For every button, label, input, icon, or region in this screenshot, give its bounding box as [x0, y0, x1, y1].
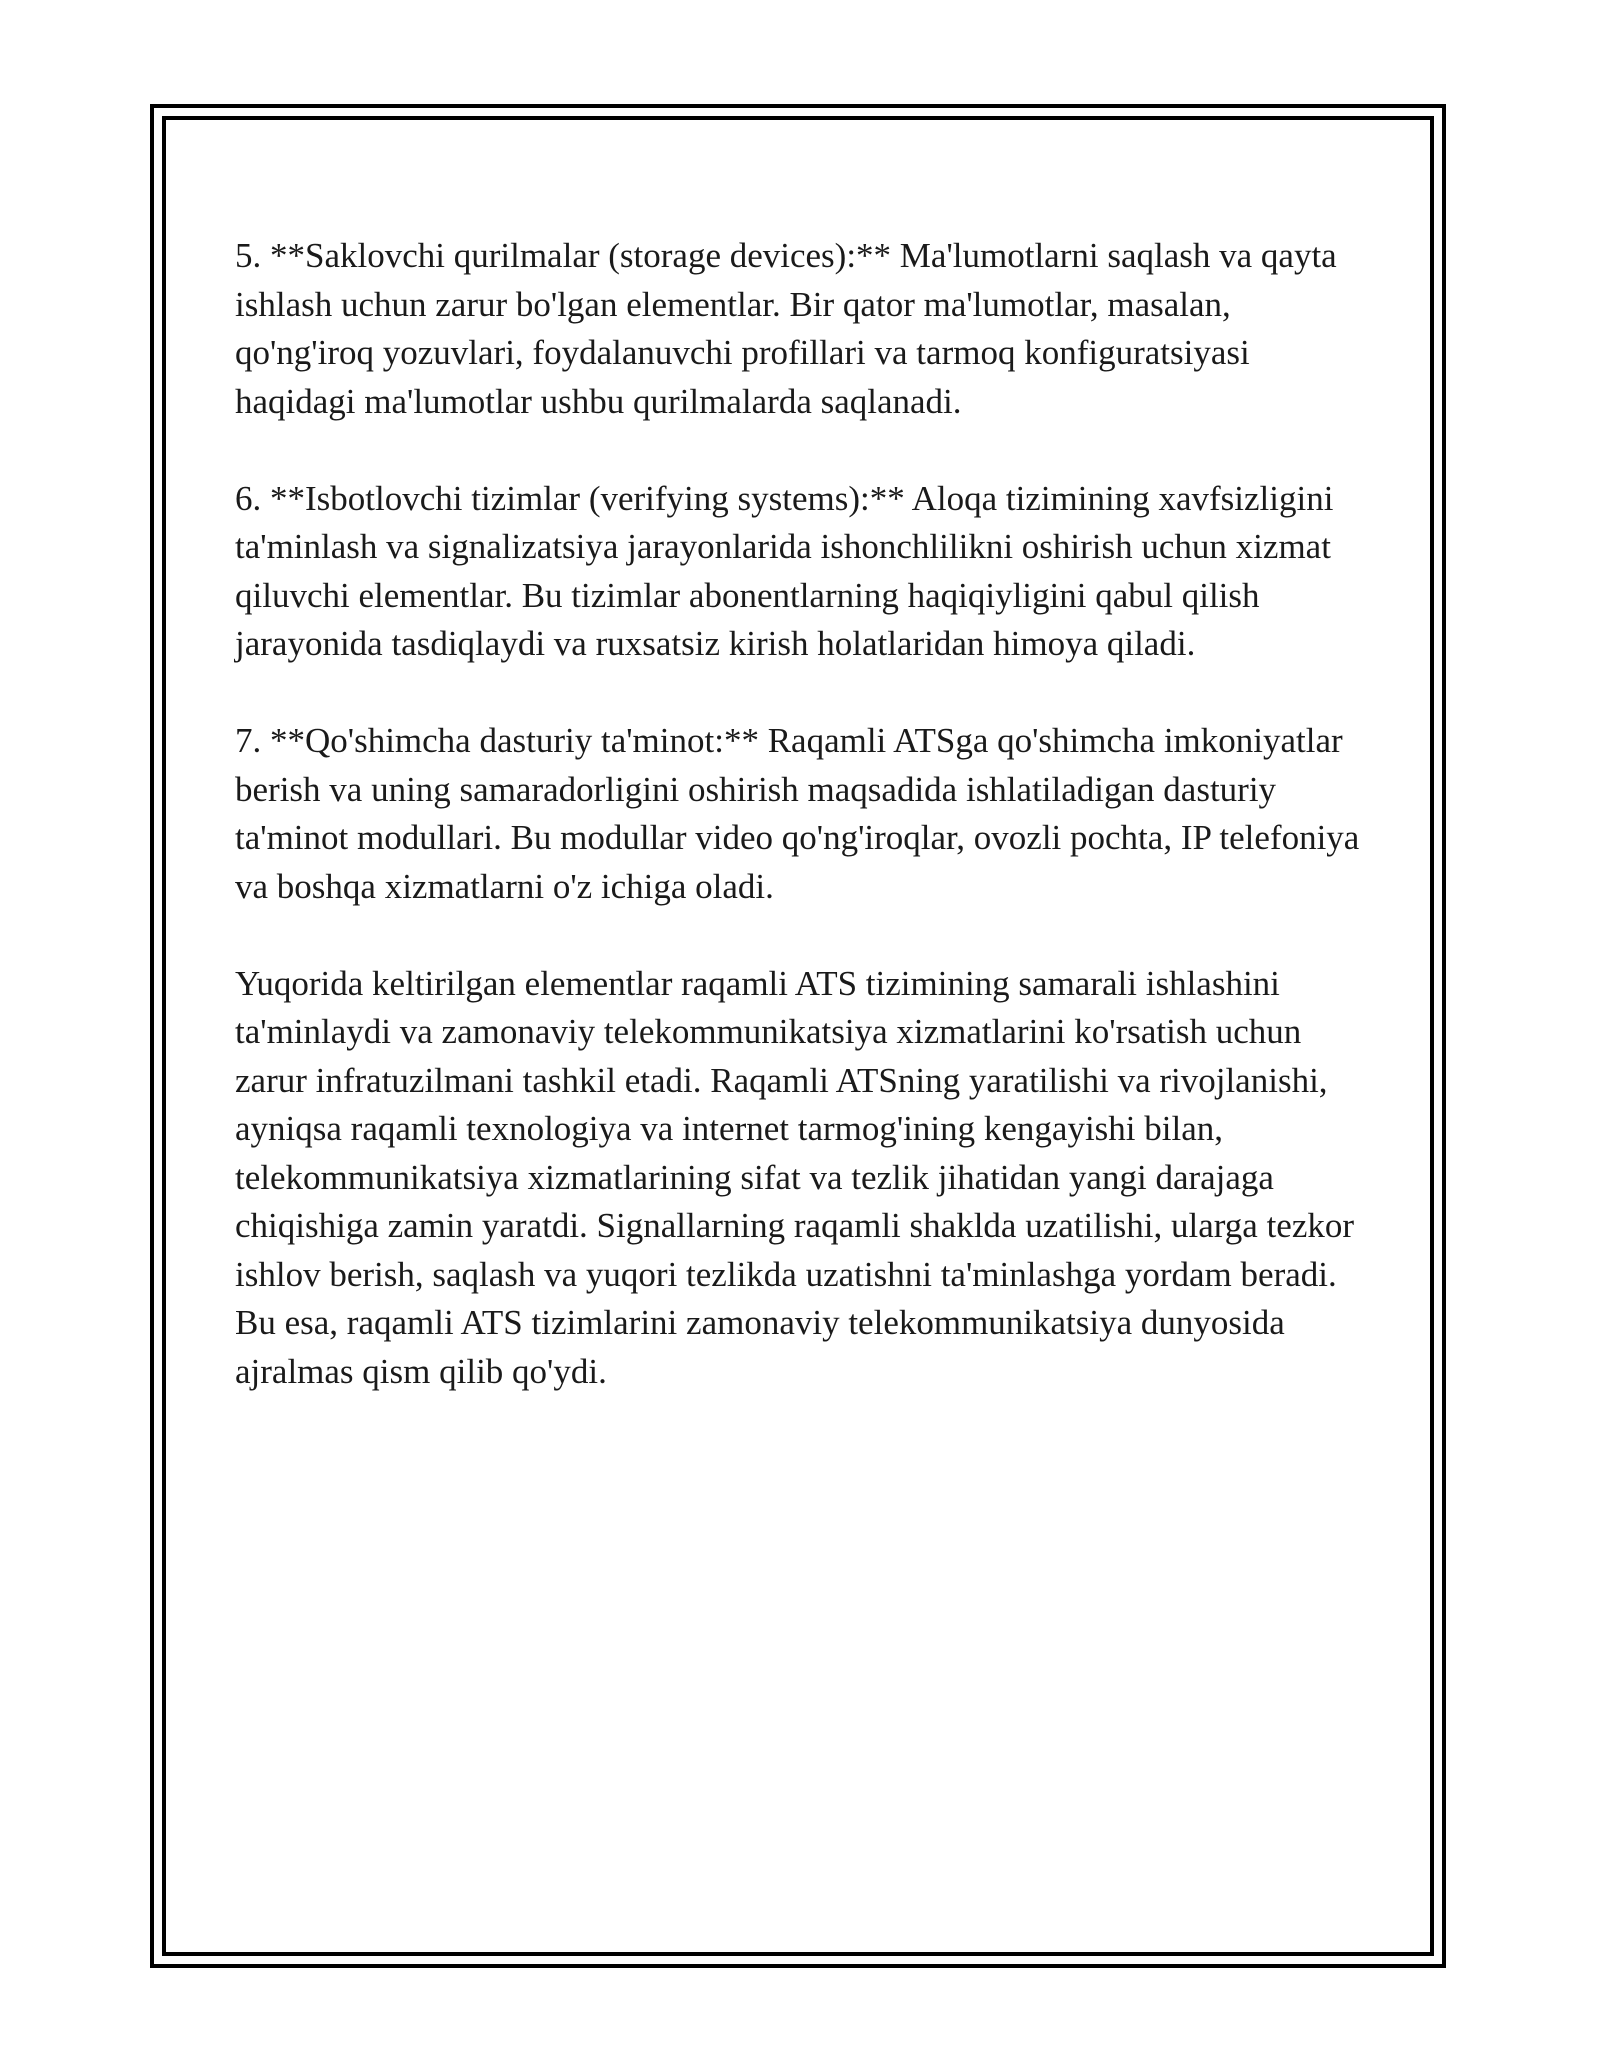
- paragraph-storage-devices: 5. **Saklovchi qurilmalar (storage devices):** Ma'lumotlarni saqlash va qayta ishlash uchun zarur bo'lgan elementlar. Bir qator ma'lumotlar, masalan, qo'ng'iroq yozuvlari, foydalanuvchi profillari va tarmoq konfiguratsiyasi haqidagi ma'lumotlar ushbu qurilmalarda saqlanadi.: [235, 236, 1337, 421]
- paragraph-conclusion: Yuqorida keltirilgan elementlar raqamli ATS tizimining samarali ishlashini ta'minlaydi va zamonaviy telekommunikatsiya xizmatlarini ko'rsatish uchun zarur infratuzilmani tashkil etadi. Raqamli ATSning yaratilishi va rivojlanishi, ayniqsa raqamli texnologiya va internet tarmog'ining kengayishi bilan, telekommunikatsiya xizmatlarining sifat va tezlik jihatidan yangi darajaga chiqishiga zamin yaratdi. Signallarning raqamli shaklda uzatilishi, ularga tezkor ishlov berish, saqlash va yuqori tezlikda uzatishni ta'minlashga yordam beradi. Bu esa, raqamli ATS tizimlarini zamonaviy telekommunikatsiya dunyosida ajralmas qism qilib qo'ydi.: [235, 963, 1355, 1391]
- paragraph-verifying-systems: 6. **Isbotlovchi tizimlar (verifying systems):** Aloqa tizimining xavfsizligini ta'minlash va signalizatsiya jarayonlarida ishonchlilikni oshirish uchun xizmat qiluvchi elementlar. Bu tizimlar abonentlarning haqiqiyligini qabul qilish jarayonida tasdiqlaydi va ruxsatsiz kirish holatlaridan himoya qiladi.: [235, 478, 1334, 663]
- document-body: [235, 232, 1375, 1445]
- paragraph-additional-software: 7. **Qo'shimcha dasturiy ta'minot:** Raqamli ATSga qo'shimcha imkoniyatlar berish va uning samaradorligini oshirish maqsadida ishlatiladigan dasturiy ta'minot modullari. Bu modullar video qo'ng'iroqlar, ovozli pochta, IP telefoniya va boshqa xizmatlarni o'z ichiga oladi.: [235, 721, 1360, 906]
